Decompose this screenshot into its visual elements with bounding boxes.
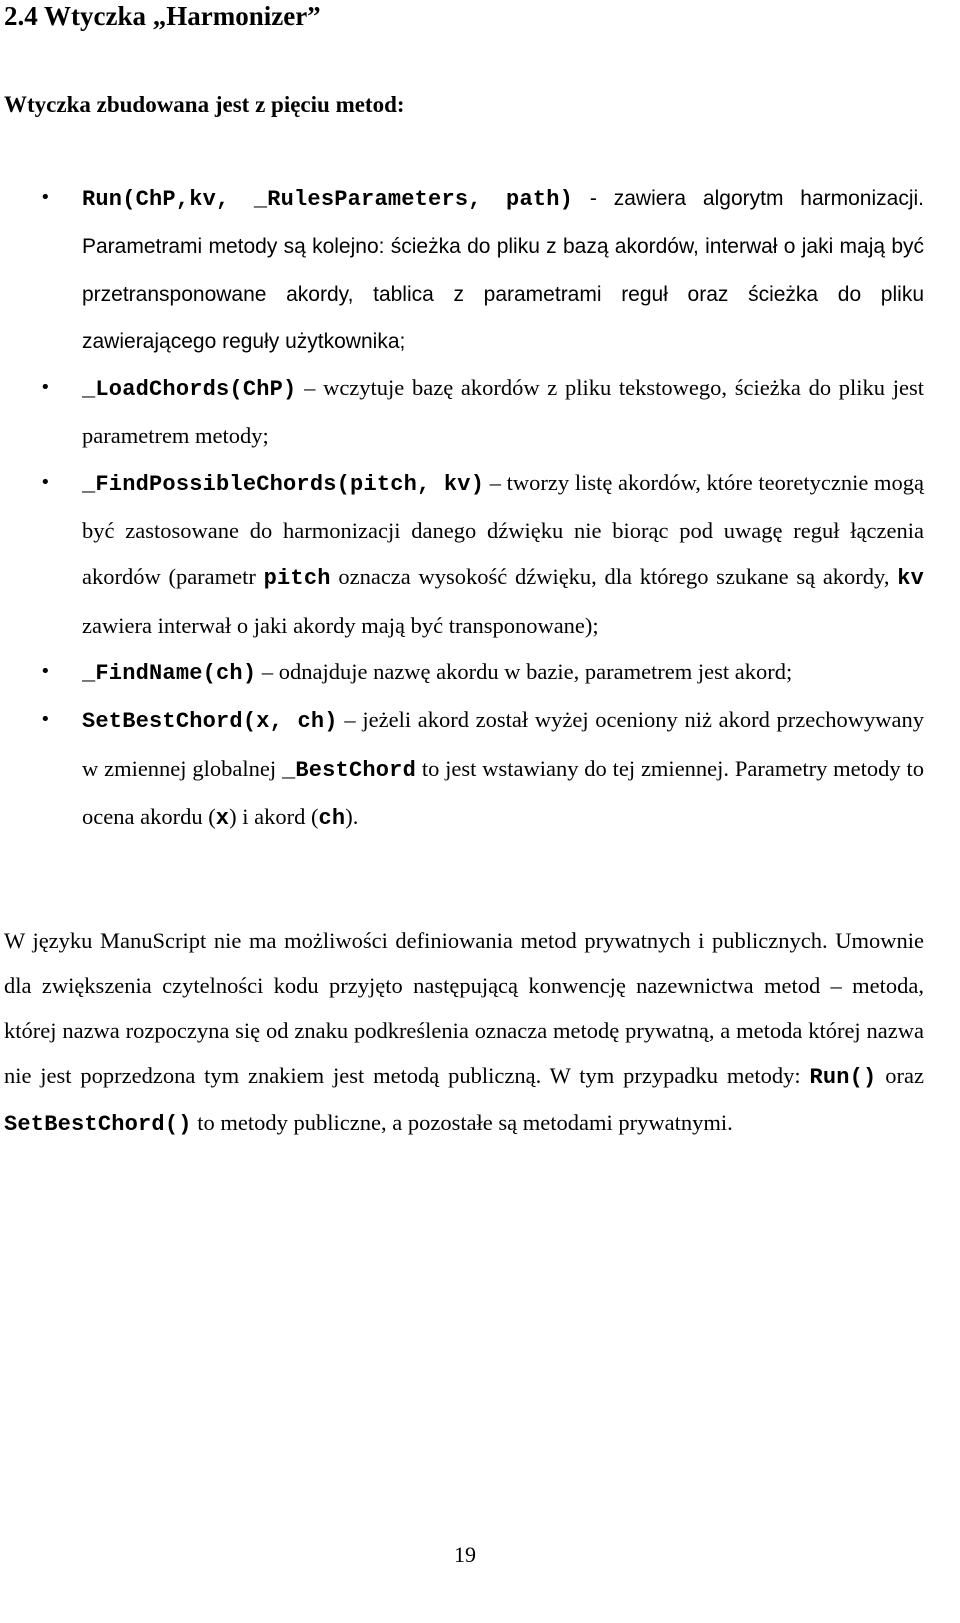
inline-code: Run()	[809, 1065, 877, 1090]
bullet-icon: •	[40, 660, 51, 682]
method-code: Run(ChP,kv, _RulesParameters, path)	[82, 187, 574, 212]
method-description: – tworzy listę akordów, które teoretycznie mogą być zastosowane do harmonizacji danego dźwięku nie biorąc pod uwagę reguł łączenia akordów (parametr	[82, 469, 924, 590]
method-code: SetBestChord(x, ch)	[82, 709, 338, 735]
bullet-icon: •	[40, 471, 51, 493]
list-item-loadchords	[0, 365, 960, 460]
inline-code: ch	[318, 805, 346, 831]
inline-code: SetBestChord()	[4, 1112, 192, 1137]
method-description: to jest wstawiany do tej zmiennej. Parametry metody to ocena akordu (	[82, 755, 924, 829]
list-item-setbestchord	[0, 697, 960, 842]
method-code: _LoadChords(ChP)	[82, 377, 297, 403]
paragraph-text: W języku ManuScript nie ma możliwości definiowania metod prywatnych i publicznych. Umownie dla zwiększenia czytelności kodu przyjęto następującą konwencję nazewnictwa metod – metoda, której nazwa rozpoczyna się od znaku podkreślenia oznacza metodę prywatną, a metoda której nazwa nie jest poprzedzona tym znakiem jest metodą publiczną. W tym przypadku metody:	[4, 928, 924, 1088]
method-list	[0, 175, 960, 842]
method-description: – wczytuje bazę akordów z pliku tekstowego, ścieżka do pliku jest parametrem metody;	[82, 375, 924, 449]
method-code: _FindPossibleChords(pitch, kv)	[82, 471, 485, 497]
method-description: zawiera interwał o jaki akordy mają być transponowane);	[82, 612, 599, 638]
bullet-icon: •	[40, 377, 51, 399]
page-number: 19	[454, 1542, 476, 1567]
inline-code: _BestChord	[281, 757, 416, 783]
bullet-icon: •	[40, 709, 51, 731]
list-item-findpossiblechords	[0, 460, 960, 649]
method-description: ).	[345, 803, 359, 829]
inline-code: pitch	[263, 566, 331, 592]
paragraph-text: oraz	[876, 1063, 925, 1088]
inline-code: x	[215, 805, 230, 831]
method-code: _FindName(ch)	[82, 660, 257, 686]
method-description: ) i akord (	[229, 803, 319, 829]
method-description: – odnajduje nazwę akordu w bazie, parametrem jest akord;	[256, 658, 793, 684]
body-paragraph	[4, 918, 924, 1147]
list-item-run	[0, 175, 960, 365]
paragraph-text: to metody publiczne, a pozostałe są metodami prywatnymi.	[191, 1110, 733, 1135]
section-heading: 2.4 Wtyczka „Harmonizer”	[4, 1, 321, 31]
method-description: – jeżeli akord został wyżej oceniony niż akord przechowywany w zmiennej globalnej	[82, 707, 924, 781]
inline-code: kv	[897, 566, 924, 592]
bullet-icon: •	[40, 187, 51, 208]
method-description: oznacza wysokość dźwięku, dla którego szukane są akordy,	[330, 564, 898, 590]
intro-text: Wtyczka zbudowana jest z pięciu metod:	[4, 92, 405, 117]
method-description: - zawiera algorytm harmonizacji. Parametrami metody są kolejno: ścieżka do pliku z bazą akordów, interwał o jaki mają być przetransponowane akordy, tablica z parametrami reguł oraz ścieżka do pliku zawierającego reguły użytkownika;	[82, 187, 924, 353]
list-item-findname	[0, 649, 960, 697]
